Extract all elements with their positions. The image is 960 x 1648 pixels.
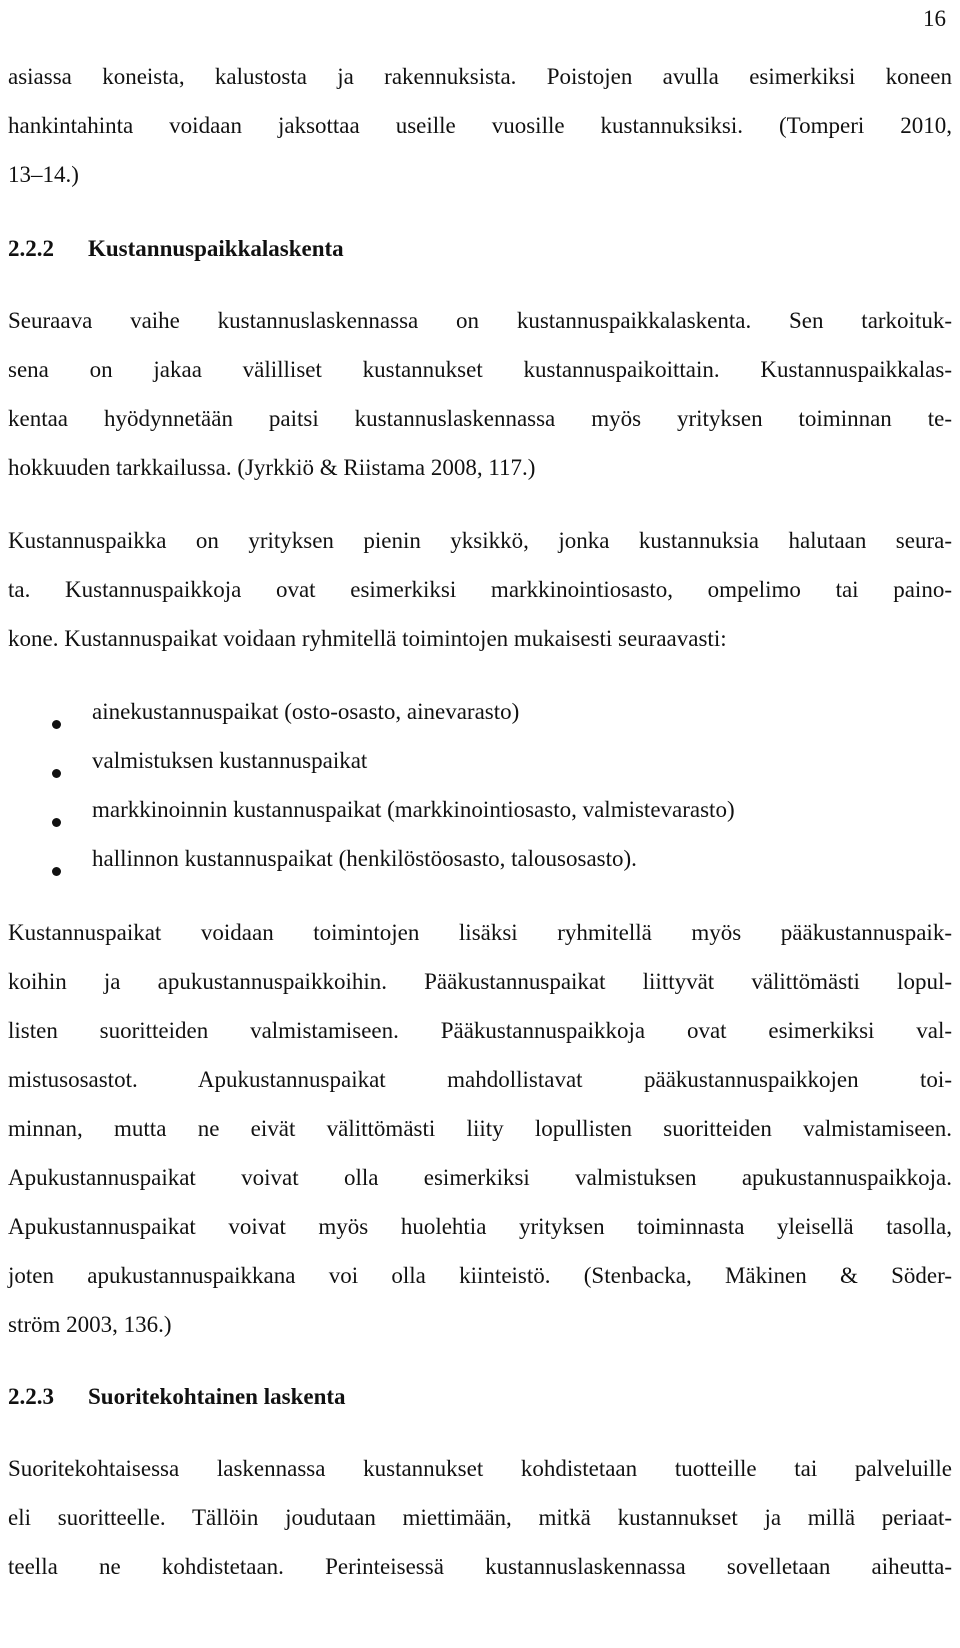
text-line: minnan, mutta ne eivät välittömästi liity lopullisten suoritteiden valmistamiseen. <box>8 1116 952 1141</box>
page-number: 16 <box>923 6 946 31</box>
list-item: markkinoinnin kustannuspaikat (markkinointiosasto, valmistevarasto) <box>92 797 735 822</box>
section-number: 2.2.2 <box>8 236 54 261</box>
text-line: Apukustannuspaikat voivat myös huolehtia yrityksen toiminnasta yleisellä tasolla, <box>8 1214 952 1239</box>
text-line: sena on jakaa välilliset kustannukset kustannuspaikoittain. Kustannuspaikkalas- <box>8 357 952 382</box>
bullet-icon <box>52 720 61 729</box>
bullet-icon <box>52 769 61 778</box>
section-number: 2.2.3 <box>8 1384 54 1409</box>
text-line: Kustannuspaikka on yrityksen pienin yksikkö, jonka kustannuksia halutaan seura- <box>8 528 952 553</box>
text-line: joten apukustannuspaikkana voi olla kiinteistö. (Stenbacka, Mäkinen & Söder- <box>8 1263 952 1288</box>
bullet-icon <box>52 818 61 827</box>
text-line: Suoritekohtaisessa laskennassa kustannukset kohdistetaan tuotteille tai palveluille <box>8 1456 952 1481</box>
text-line: ta. Kustannuspaikkoja ovat esimerkiksi markkinointiosasto, ompelimo tai paino- <box>8 577 952 602</box>
text-line: Seuraava vaihe kustannuslaskennassa on kustannuspaikkalaskenta. Sen tarkoituk- <box>8 308 952 333</box>
list-item: valmistuksen kustannuspaikat <box>92 748 368 773</box>
text-line: 13–14.) <box>8 162 79 187</box>
text-line: ström 2003, 136.) <box>8 1312 172 1337</box>
text-line: asiassa koneista, kalustosta ja rakennuksista. Poistojen avulla esimerkiksi koneen <box>8 64 952 89</box>
text-line: hankintahinta voidaan jaksottaa useille vuosille kustannuksiksi. (Tomperi 2010, <box>8 113 952 138</box>
text-line: eli suoritteelle. Tällöin joudutaan miettimään, mitkä kustannukset ja millä periaat- <box>8 1505 952 1530</box>
bullet-icon <box>52 867 61 876</box>
text-line: Kustannuspaikat voidaan toimintojen lisäksi ryhmitellä myös pääkustannuspaik- <box>8 920 952 945</box>
text-line: kone. Kustannuspaikat voidaan ryhmitellä toimintojen mukaisesti seuraavasti: <box>8 626 727 651</box>
list-item: hallinnon kustannuspaikat (henkilöstöosasto, talousosasto). <box>92 846 637 871</box>
text-line: listen suoritteiden valmistamiseen. Pääkustannuspaikkoja ovat esimerkiksi val- <box>8 1018 952 1043</box>
text-line: kentaa hyödynnetään paitsi kustannuslaskennassa myös yrityksen toiminnan te- <box>8 406 952 431</box>
text-line: hokkuuden tarkkailussa. (Jyrkkiö & Riistama 2008, 117.) <box>8 455 536 480</box>
section-title: Suoritekohtainen laskenta <box>88 1384 346 1409</box>
text-line: Apukustannuspaikat voivat olla esimerkiksi valmistuksen apukustannuspaikkoja. <box>8 1165 952 1190</box>
section-heading-2-2-3 <box>8 1382 346 1412</box>
text-line: teella ne kohdistetaan. Perinteisessä kustannuslaskennassa sovelletaan aiheutta- <box>8 1554 952 1579</box>
text-line: koihin ja apukustannuspaikkoihin. Pääkustannuspaikat liittyvät välittömästi lopul- <box>8 969 952 994</box>
section-title: Kustannuspaikkalaskenta <box>88 236 344 261</box>
list-item: ainekustannuspaikat (osto-osasto, ainevarasto) <box>92 699 520 724</box>
text-line: mistusosastot. Apukustannuspaikat mahdollistavat pääkustannuspaikkojen toi- <box>8 1067 952 1092</box>
section-heading-2-2-2 <box>8 234 344 264</box>
